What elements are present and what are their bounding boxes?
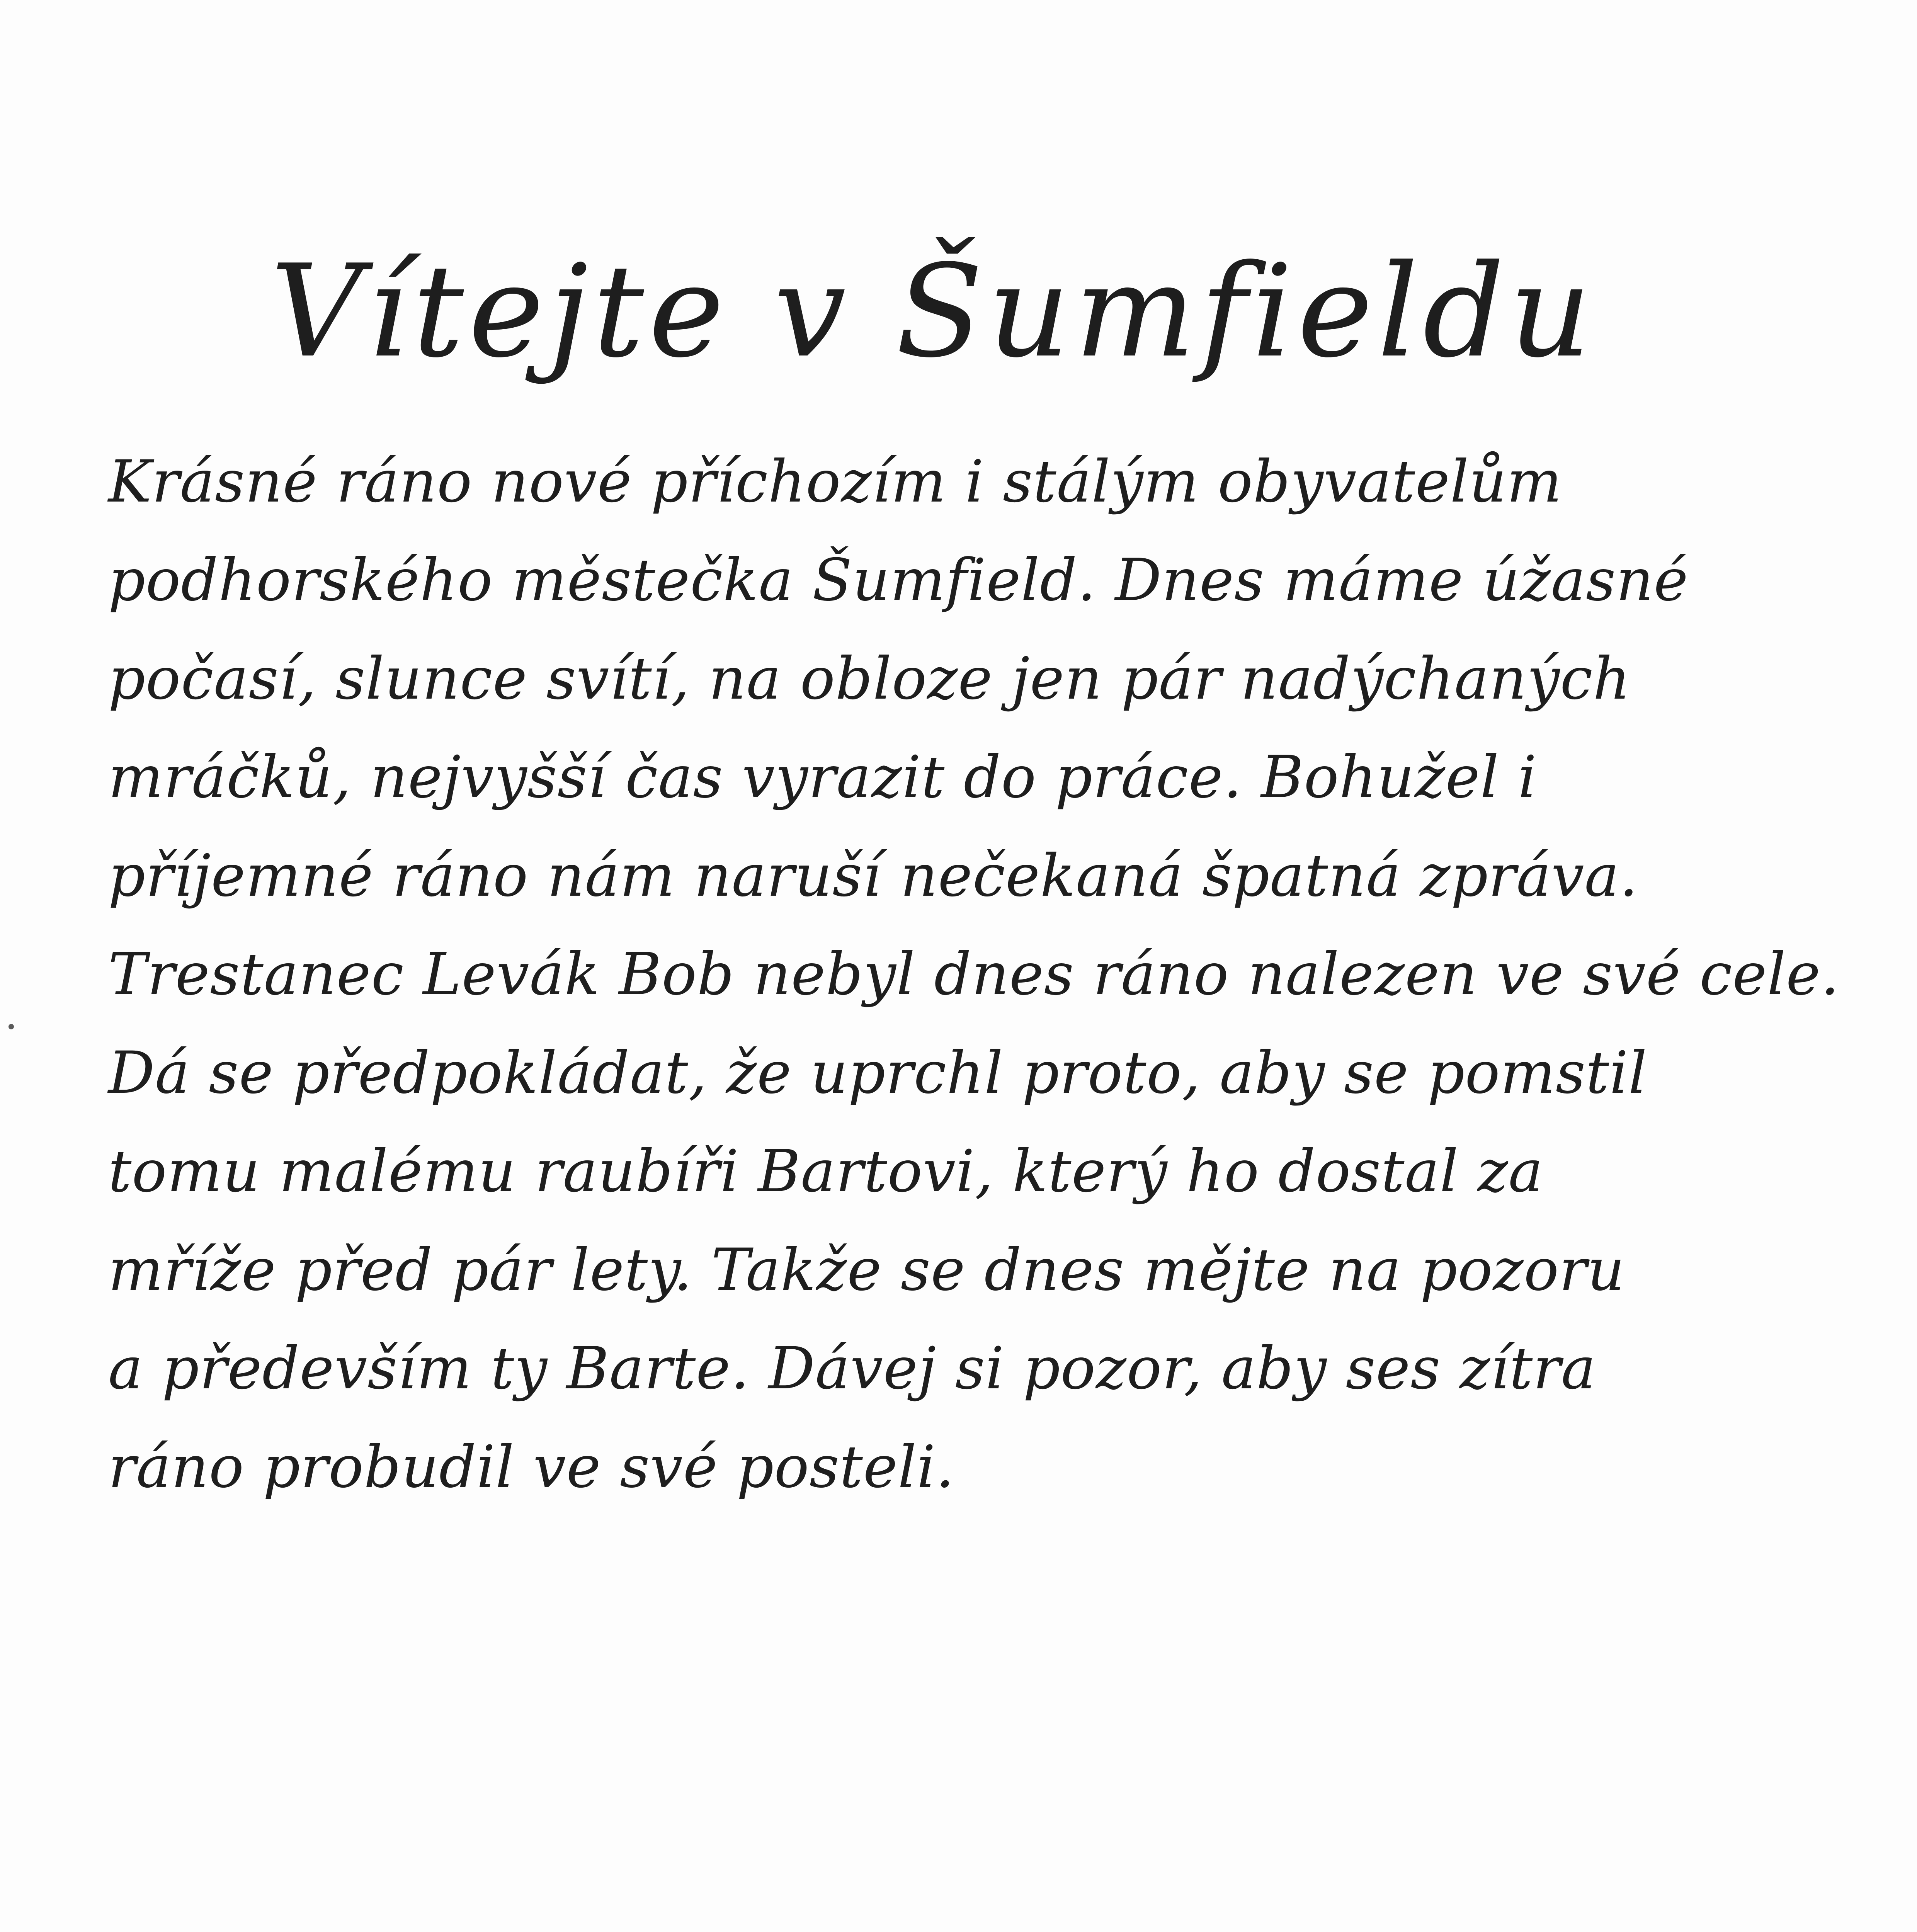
text-line: příjemné ráno nám naruší nečekaná špatná zpráva. (108, 842, 1638, 910)
text-line: mráčků, nejvyšší čas vyrazit do práce. Bohužel i (108, 744, 1537, 811)
text-line: a především ty Barte. Dávej si pozor, aby ses zítra (108, 1335, 1596, 1402)
document-title: Vítejte v Šumfieldu (270, 237, 1596, 386)
text-line: tomu malému raubíři Bartovi, který ho dostal za (108, 1138, 1543, 1205)
text-line: mříže před pár lety. Takže se dnes mějte na pozoru (108, 1236, 1625, 1304)
text-line: počasí, slunce svítí, na obloze jen pár nadýchaných (108, 645, 1631, 713)
text-line: Trestanec Levák Bob nebyl dnes ráno nalezen ve své cele. (108, 941, 1840, 1008)
handwritten-paragraph (108, 433, 1840, 1517)
text-line: podhorského městečka Šumfield. Dnes máme úžasné (108, 547, 1689, 614)
text-line: ráno probudil ve své posteli. (108, 1434, 955, 1501)
text-line: Krásné ráno nové příchozím i stálým obyvatelům (108, 448, 1562, 515)
text-line: Dá se předpokládat, že uprchl proto, aby se pomstil (108, 1039, 1648, 1107)
ink-speck (9, 1024, 14, 1029)
